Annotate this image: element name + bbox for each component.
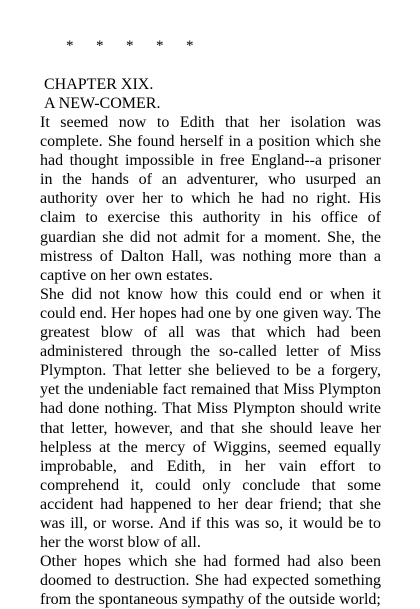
paragraph: It seemed now to Edith that her isolation was complete. She found herself in a position which she had thought impossible in free England--a prisoner in the hands of an adventurer, who usurped an authority over her to which he had no right. His claim to exercise this authority in his office of guardian she did not admit for a moment. She, the mistress of Dalton Hall, was nothing more than a captive on her own estates. <box>40 114 381 284</box>
paragraph: Other hopes which she had formed had also been doomed to destruction. She had expected something from the spontaneous sympathy of the outside world; <box>40 553 381 609</box>
chapter-number: CHAPTER XIX. <box>44 76 154 93</box>
paragraph: She did not know how this could end or when it could end. Her hopes had one by one given way. The greatest blow of all was that which had been administered through the so-called letter of Miss Plympton. That letter she believed to be a forgery, yet the undeniable fact remained that Miss Plympton had done nothing. That Miss Plympton should write that letter, however, and that she should leave her helpless at the mercy of Wiggins, seemed equally improbable, and Edith, in her vain effort to comprehend it, could only conclude that some accident had happened to her dear friend; that she was ill, or worse. And if this was so, it would be to her the worst blow of all. <box>40 285 381 552</box>
section-separator: * * * * * <box>66 38 194 54</box>
chapter-title: A NEW-COMER. <box>44 95 161 112</box>
chapter-body <box>40 113 381 609</box>
